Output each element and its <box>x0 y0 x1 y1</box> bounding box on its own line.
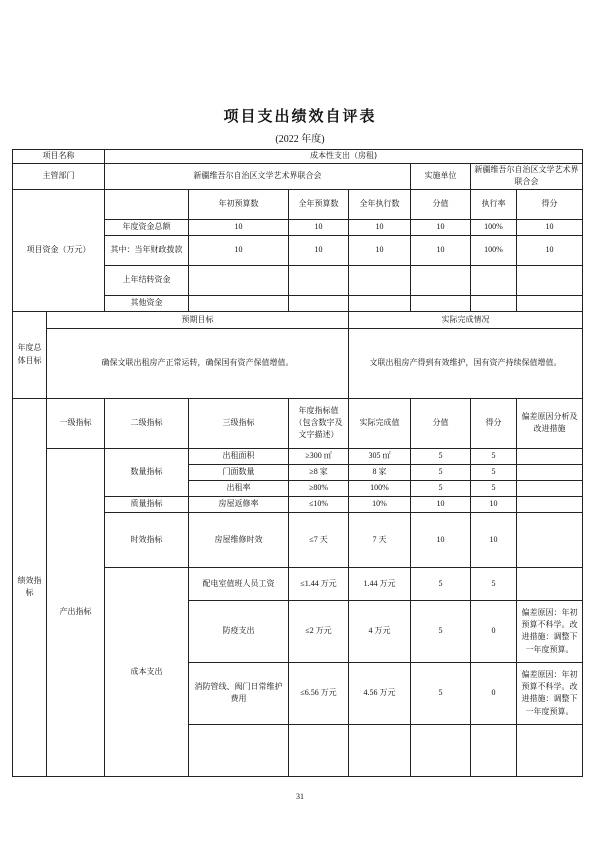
unit-value: 新疆维吾尔自治区文学艺术界联合会 <box>471 164 583 190</box>
group-quantity: 数量指标 <box>105 448 189 496</box>
indicator-name: 房屋返修率 <box>189 496 289 512</box>
indicator-score: 5 <box>471 480 517 496</box>
indicator-name: 消防管线、阀门日常维护费用 <box>189 662 289 724</box>
empty-cell <box>471 724 517 776</box>
funds-header: 得分 <box>517 189 583 219</box>
indicator-target: ≤2 万元 <box>289 600 349 662</box>
funds-cell <box>517 295 583 311</box>
indicator-name: 出租率 <box>189 480 289 496</box>
indicator-score-full: 5 <box>411 567 471 600</box>
funds-header: 全年执行数 <box>349 189 411 219</box>
indicator-score: 5 <box>471 448 517 464</box>
goals-expected-text: 确保文联出租房产正常运转，确保国有资产保值增值。 <box>47 328 349 398</box>
indicator-score-full: 5 <box>411 464 471 480</box>
funds-header: 执行率 <box>471 189 517 219</box>
empty-cell <box>349 724 411 776</box>
fiscal-year: (2022 年度) <box>275 134 325 145</box>
funds-cell: 10 <box>517 219 583 235</box>
indicator-name: 出租面积 <box>189 448 289 464</box>
indicator-header: 三级指标 <box>189 398 289 448</box>
funds-cell <box>189 265 289 295</box>
indicator-score-full: 5 <box>411 448 471 464</box>
funds-cell: 100% <box>471 219 517 235</box>
funds-cell <box>289 265 349 295</box>
indicator-header: 得分 <box>471 398 517 448</box>
funds-header: 年初预算数 <box>189 189 289 219</box>
indicator-note: 偏差原因：年初预算不科学。改进措施：调整下一年度预算。 <box>517 662 583 724</box>
group-quality: 质量指标 <box>105 496 189 512</box>
funds-row-label: 其他资金 <box>105 295 189 311</box>
indicator-score-full: 5 <box>411 600 471 662</box>
page-number: 31 <box>296 792 304 801</box>
indicator-header: 偏差原因分析及改进措施 <box>517 398 583 448</box>
funds-header-row <box>13 189 583 219</box>
funds-cell <box>349 295 411 311</box>
funds-cell <box>289 295 349 311</box>
indicator-actual: 1.44 万元 <box>349 567 411 600</box>
indicator-note <box>517 496 583 512</box>
indicator-target: ≤1.44 万元 <box>289 567 349 600</box>
indicator-score-full: 5 <box>411 480 471 496</box>
indicator-note <box>517 464 583 480</box>
indicator-header: 分值 <box>411 398 471 448</box>
indicator-actual: 10% <box>349 496 411 512</box>
funds-cell <box>471 265 517 295</box>
project-row <box>13 150 583 164</box>
indicator-header: 实际完成值 <box>349 398 411 448</box>
funds-cell: 10 <box>289 235 349 265</box>
empty-cell <box>189 724 289 776</box>
funds-cell <box>349 265 411 295</box>
indicators-header-row <box>13 398 583 448</box>
funds-cell: 10 <box>189 219 289 235</box>
funds-cell <box>471 295 517 311</box>
indicator-actual: 4.56 万元 <box>349 662 411 724</box>
indicator-score-full: 10 <box>411 512 471 567</box>
funds-cell: 100% <box>471 235 517 265</box>
group-timeliness: 时效指标 <box>105 512 189 567</box>
department-row <box>13 164 583 190</box>
page-title: 项目支出绩效自评表 <box>223 107 377 125</box>
empty-cell <box>411 724 471 776</box>
funds-row-label: 其中：当年财政拨款 <box>105 235 189 265</box>
goals-label: 年度总体目标 <box>13 311 47 398</box>
indicators-label: 绩效指标 <box>13 398 47 776</box>
indicator-score-full: 10 <box>411 496 471 512</box>
empty-cell <box>517 724 583 776</box>
indicator-name: 防疫支出 <box>189 600 289 662</box>
funds-cell: 10 <box>517 235 583 265</box>
indicator-note <box>517 512 583 567</box>
funds-cell <box>517 265 583 295</box>
indicator-score: 0 <box>471 662 517 724</box>
project-name-value: 成本性支出（房租) <box>105 150 583 164</box>
indicator-score: 5 <box>471 464 517 480</box>
indicator-target: ≤6.56 万元 <box>289 662 349 724</box>
indicator-target: ≥8 家 <box>289 464 349 480</box>
funds-cell: 10 <box>349 235 411 265</box>
funds-row-label: 年度资金总额 <box>105 219 189 235</box>
indicator-actual: 8 家 <box>349 464 411 480</box>
indicator-target: ≥80% <box>289 480 349 496</box>
funds-cell <box>411 265 471 295</box>
indicator-actual: 100% <box>349 480 411 496</box>
goals-actual-text: 文联出租房产得到有效维护，国有资产持续保值增值。 <box>349 328 583 398</box>
indicator-score: 0 <box>471 600 517 662</box>
indicator-actual: 4 万元 <box>349 600 411 662</box>
indicator-target: ≤7 天 <box>289 512 349 567</box>
indicator-actual: 305 ㎡ <box>349 448 411 464</box>
funds-cell: 10 <box>189 235 289 265</box>
indicator-note <box>517 480 583 496</box>
dept-label: 主管部门 <box>13 164 105 190</box>
indicator-row <box>13 448 583 464</box>
indicator-actual: 7 天 <box>349 512 411 567</box>
funds-cell <box>411 295 471 311</box>
funds-row-label-blank <box>105 189 189 219</box>
indicator-note <box>517 448 583 464</box>
funds-header: 全年预算数 <box>289 189 349 219</box>
indicator-target: ≤10% <box>289 496 349 512</box>
indicator-score: 10 <box>471 496 517 512</box>
self-evaluation-table <box>12 149 583 777</box>
indicator-header: 二级指标 <box>105 398 189 448</box>
project-name-label: 项目名称 <box>13 150 105 164</box>
indicator-note <box>517 567 583 600</box>
funds-cell: 10 <box>411 219 471 235</box>
indicator-name: 配电室值班人员工资 <box>189 567 289 600</box>
indicator-header: 一级指标 <box>47 398 105 448</box>
funds-label: 项目资金（万元） <box>13 189 105 311</box>
indicator-score: 5 <box>471 567 517 600</box>
level1-output: 产出指标 <box>47 448 105 776</box>
unit-label: 实施单位 <box>411 164 471 190</box>
goals-expected-header: 预期目标 <box>47 311 349 328</box>
funds-header: 分值 <box>411 189 471 219</box>
goals-text-row <box>13 328 583 398</box>
dept-value: 新疆维吾尔自治区文学艺术界联合会 <box>105 164 411 190</box>
goals-actual-header: 实际完成情况 <box>349 311 583 328</box>
indicator-target: ≥300 ㎡ <box>289 448 349 464</box>
indicator-score: 10 <box>471 512 517 567</box>
indicator-header: 年度指标值（包含数字及文字描述） <box>289 398 349 448</box>
funds-cell: 10 <box>289 219 349 235</box>
indicator-note: 偏差原因：年初预算不科学。改进措施：调整下一年度预算。 <box>517 600 583 662</box>
indicator-name: 门面数量 <box>189 464 289 480</box>
funds-row-label: 上年结转资金 <box>105 265 189 295</box>
indicator-name: 房屋维修时效 <box>189 512 289 567</box>
goals-header-row <box>13 311 583 328</box>
indicator-score-full: 5 <box>411 662 471 724</box>
funds-cell: 10 <box>349 219 411 235</box>
empty-cell <box>289 724 349 776</box>
funds-cell <box>189 295 289 311</box>
group-cost: 成本支出 <box>105 567 189 776</box>
funds-cell: 10 <box>411 235 471 265</box>
